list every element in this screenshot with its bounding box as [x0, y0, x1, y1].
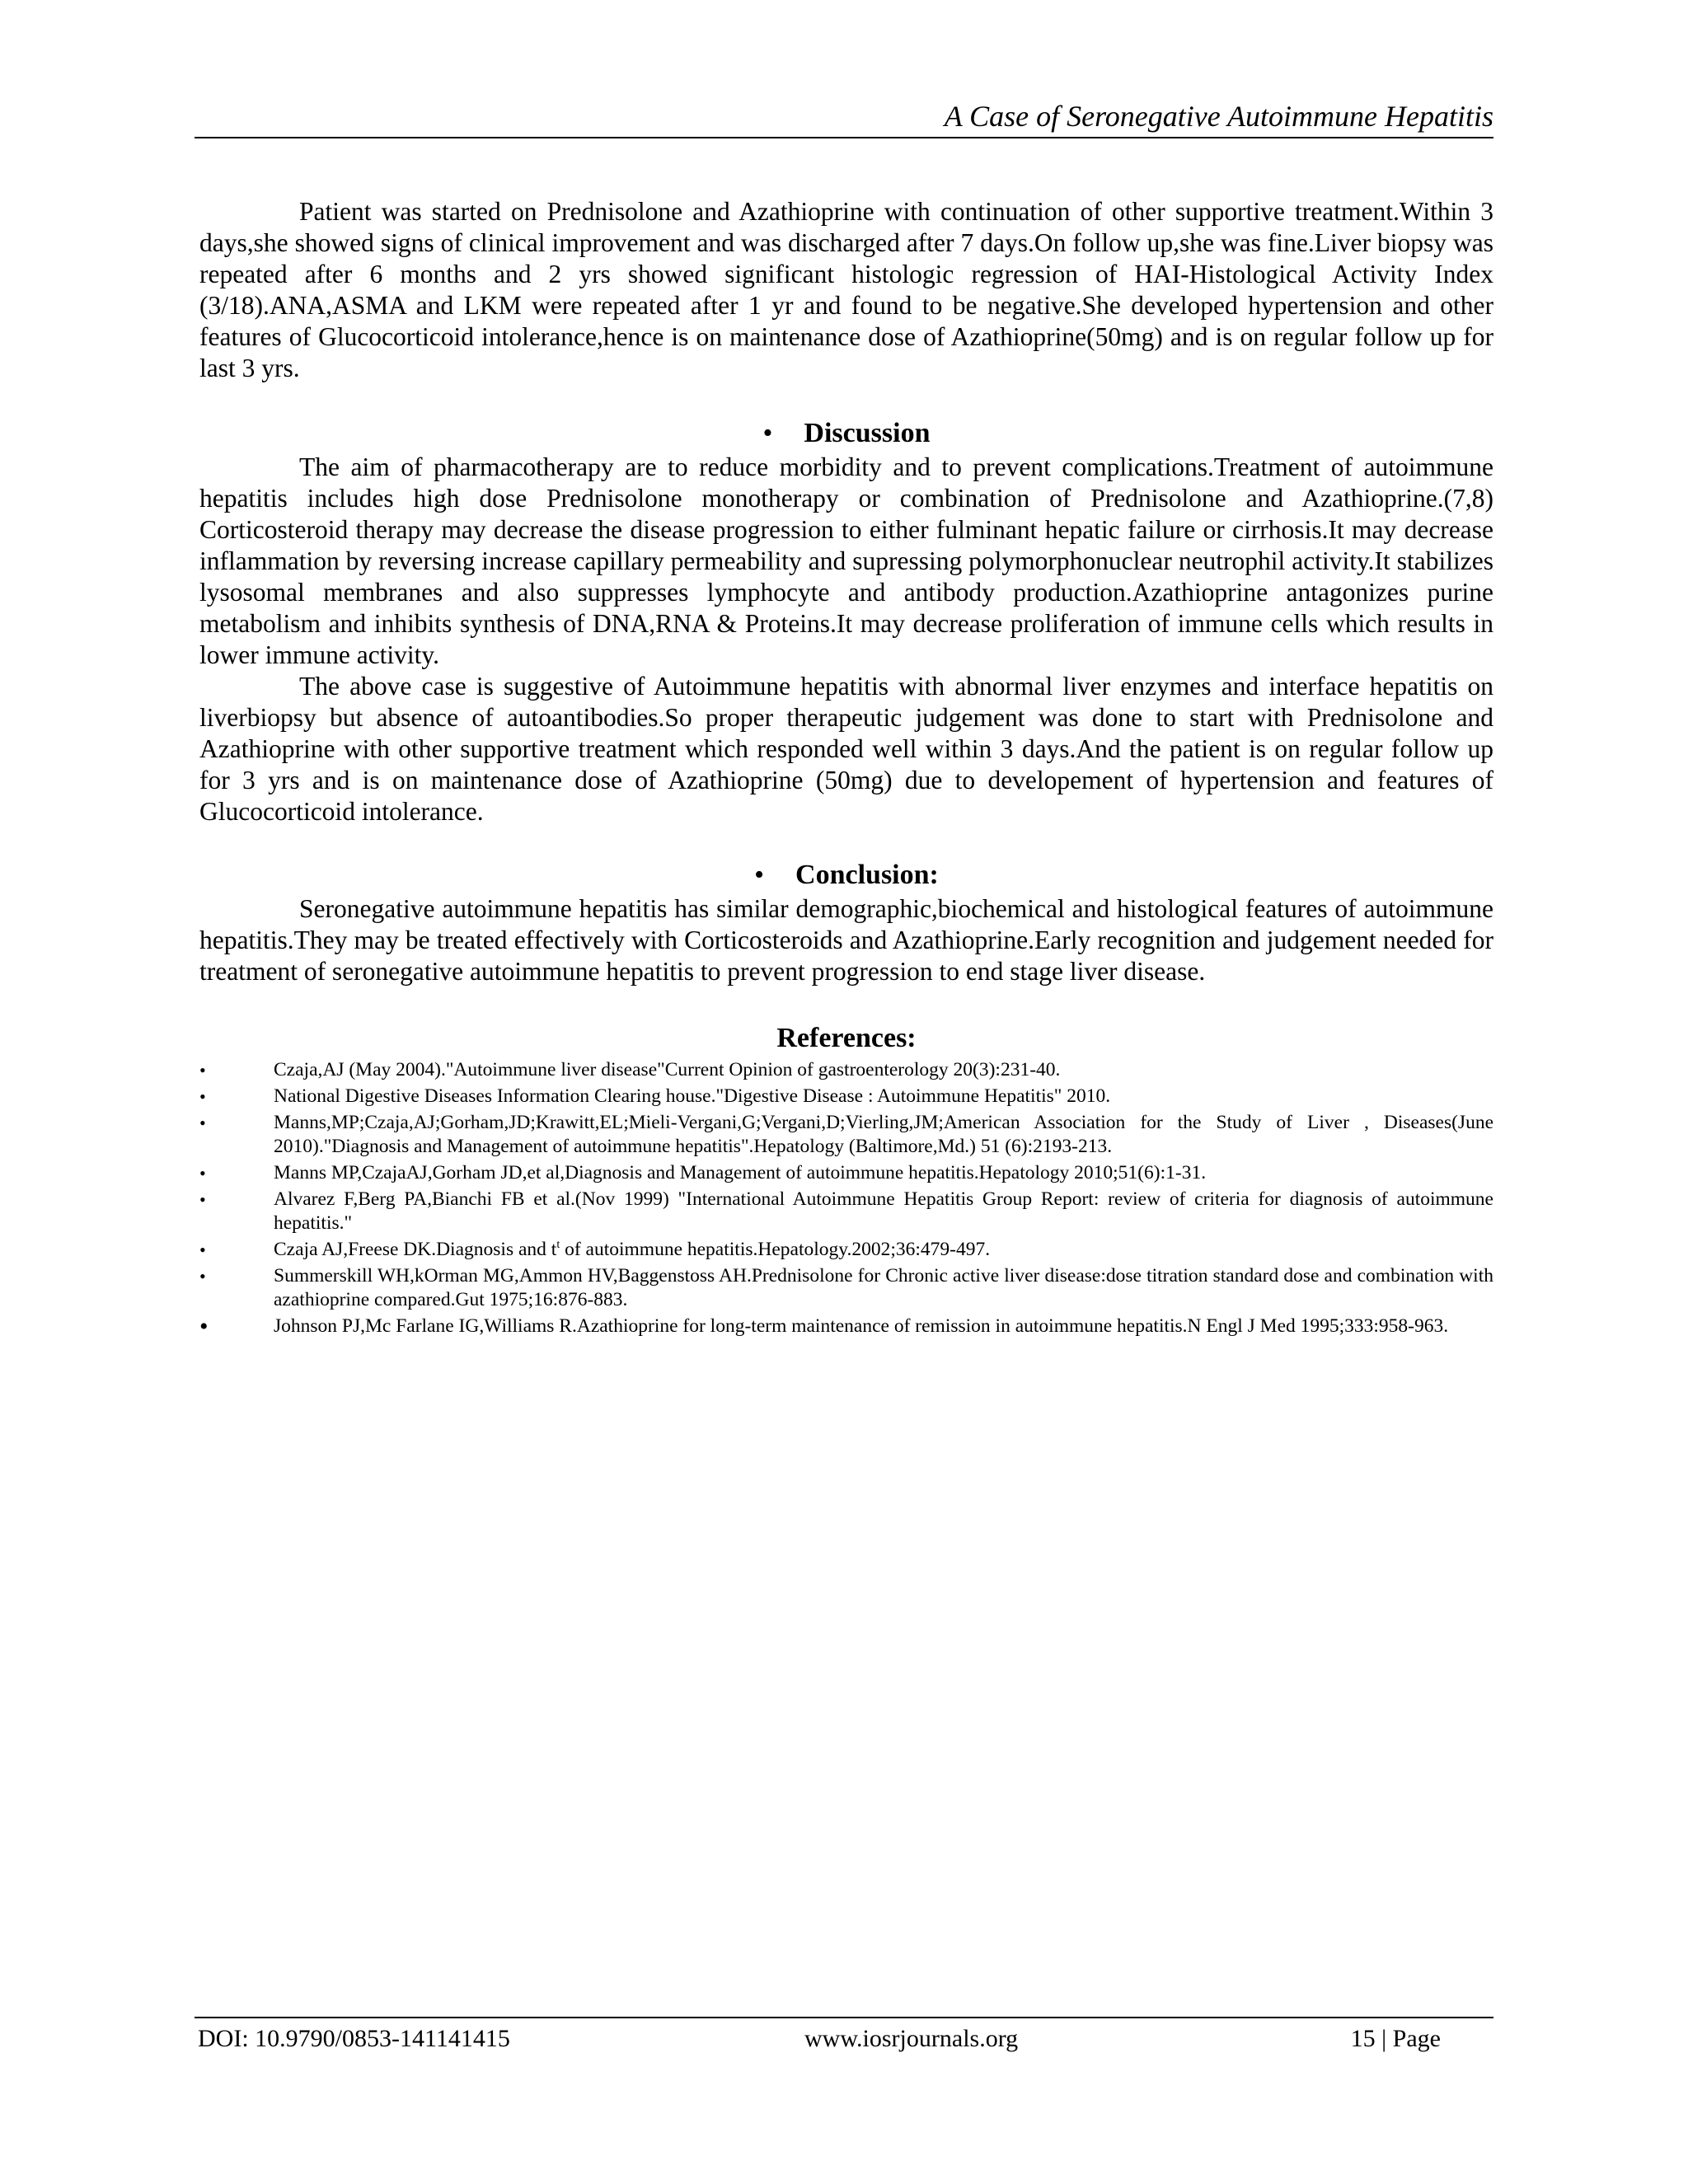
- reference-text-after: of autoimmune hepatitis.Hepatology.2002;36:479-497.: [560, 1239, 991, 1260]
- conclusion-heading: [199, 859, 1493, 892]
- reference-superscript: t: [556, 1239, 560, 1252]
- bullet-icon: •: [199, 1189, 206, 1210]
- intro-paragraph: Patient was started on Prednisolone and Azathioprine with continuation of other supportive treatment.Within 3 days,she showed signs of clinical improvement and was discharged after 7 days.On follow up,she was fine.Liver biopsy was repeated after 6 months and 2 yrs showed significant histologic regression of HAI-Histological Activity Index (3/18).ANA,ASMA and LKM were repeated after 1 yr and found to be negative.She developed hypertension and other features of Glucocorticoid intolerance,hence is on maintenance dose of Azathioprine(50mg) and is on regular follow up for last 3 yrs.: [199, 197, 1493, 382]
- bullet-icon: •: [199, 1313, 209, 1340]
- reference-text: Summerskill WH,kOrman MG,Ammon HV,Baggenstoss AH.Prednisolone for Chronic active liver disease:dose titration standard dose and combination with azathioprine compared.Gut 1975;16:876-883.: [274, 1265, 1493, 1310]
- reference-item: [199, 1085, 1493, 1108]
- reference-item: [199, 1238, 1493, 1262]
- reference-text: National Digestive Diseases Information Clearing house."Digestive Disease : Autoimmune Hepatitis" 2010.: [274, 1085, 1111, 1107]
- bullet-icon: •: [199, 1266, 206, 1286]
- discussion-heading: [199, 417, 1493, 450]
- reference-item: [199, 1058, 1493, 1082]
- footer-doi: DOI: 10.9790/0853-141141415: [198, 2025, 510, 2052]
- reference-list: [199, 1058, 1493, 1338]
- header-divider: [195, 137, 1493, 138]
- discussion-paragraph-1: The aim of pharmacotherapy are to reduce morbidity and to prevent complications.Treatment of autoimmune hepatitis includes high dose Prednisolone monotherapy or combination of Prednisolone and Azathioprine.(7,8) Corticosteroid therapy may decrease the disease progression to either fulminant hepatic failure or cirrhosis.It may decrease inflammation by reversing increase capillary permeability and supressing polymorphonuclear neutrophil activity.It stabilizes lysosomal membranes and also suppresses lymphocyte and antibody production.Azathioprine antagonizes purine metabolism and inhibits synthesis of DNA,RNA & Proteins.It may decrease proliferation of immune cells which results in lower immune activity.: [199, 452, 1493, 669]
- reference-text-before: Czaja AJ,Freese DK.Diagnosis and t: [274, 1239, 557, 1260]
- conclusion-heading-text: Conclusion:: [795, 860, 939, 890]
- reference-text: Johnson PJ,Mc Farlane IG,Williams R.Azathioprine for long-term maintenance of remission in autoimmune hepatitis.N Engl J Med 1995;333:958-963.: [274, 1315, 1449, 1337]
- reference-item: [199, 1315, 1493, 1338]
- bullet-icon: •: [199, 1086, 206, 1107]
- bullet-icon: •: [762, 418, 773, 448]
- footer-divider: [195, 2017, 1493, 2018]
- discussion-heading-text: Discussion: [804, 418, 931, 448]
- bullet-icon: •: [199, 1113, 206, 1133]
- reference-text: Alvarez F,Berg PA,Bianchi FB et al.(Nov 1999) "International Autoimmune Hepatitis Group Report: review of criteria for diagnosis of autoimmune hepatitis.": [274, 1188, 1493, 1234]
- references-heading: References:: [776, 1023, 917, 1053]
- footer-website: www.iosrjournals.org: [804, 2025, 1019, 2052]
- reference-item: [199, 1264, 1493, 1312]
- reference-text: Czaja,AJ (May 2004)."Autoimmune liver disease"Current Opinion of gastroenterology 20(3):231-40.: [274, 1059, 1061, 1080]
- reference-item: [199, 1188, 1493, 1235]
- reference-text: Manns,MP;Czaja,AJ;Gorham,JD;Krawitt,EL;Mieli-Vergani,G;Vergani,D;Vierling,JM;American Association for the Study of Liver , Diseases(June 2010)."Diagnosis and Management of autoimmune hepatitis".Hepatology (Baltimore,Md.) 51 (6):2193-213.: [274, 1112, 1493, 1157]
- bullet-icon: •: [199, 1060, 206, 1080]
- page-footer: [195, 2021, 1493, 2057]
- footer-page-number: 15 | Page: [1350, 2025, 1441, 2052]
- bullet-icon: •: [754, 860, 765, 890]
- reference-item: [199, 1111, 1493, 1159]
- bullet-icon: •: [199, 1163, 206, 1183]
- reference-text: Manns MP,CzajaAJ,Gorham JD,et al,Diagnosis and Management of autoimmune hepatitis.Hepatology 2010;51(6):1-31.: [274, 1162, 1207, 1183]
- bullet-icon: •: [199, 1240, 206, 1260]
- discussion-paragraph-2: The above case is suggestive of Autoimmune hepatitis with abnormal liver enzymes and interface hepatitis on liverbiopsy but absence of autoantibodies.So proper therapeutic judgement was done to start with Prednisolone and Azathioprine with other supportive treatment which responded well within 3 days.And the patient is on regular follow up for 3 yrs and is on maintenance dose of Azathioprine (50mg) due to developement of hypertension and features of Glucocorticoid intolerance.: [199, 672, 1493, 826]
- reference-item: [199, 1161, 1493, 1185]
- conclusion-paragraph: Seronegative autoimmune hepatitis has similar demographic,biochemical and histological features of autoimmune hepatitis.They may be treated effectively with Corticosteroids and Azathioprine.Early recognition and judgement needed for treatment of seronegative autoimmune hepatitis to prevent progression to end stage liver disease.: [199, 894, 1493, 986]
- running-header-title: A Case of Seronegative Autoimmune Hepatitis: [944, 100, 1493, 133]
- page-body: [199, 196, 1493, 1341]
